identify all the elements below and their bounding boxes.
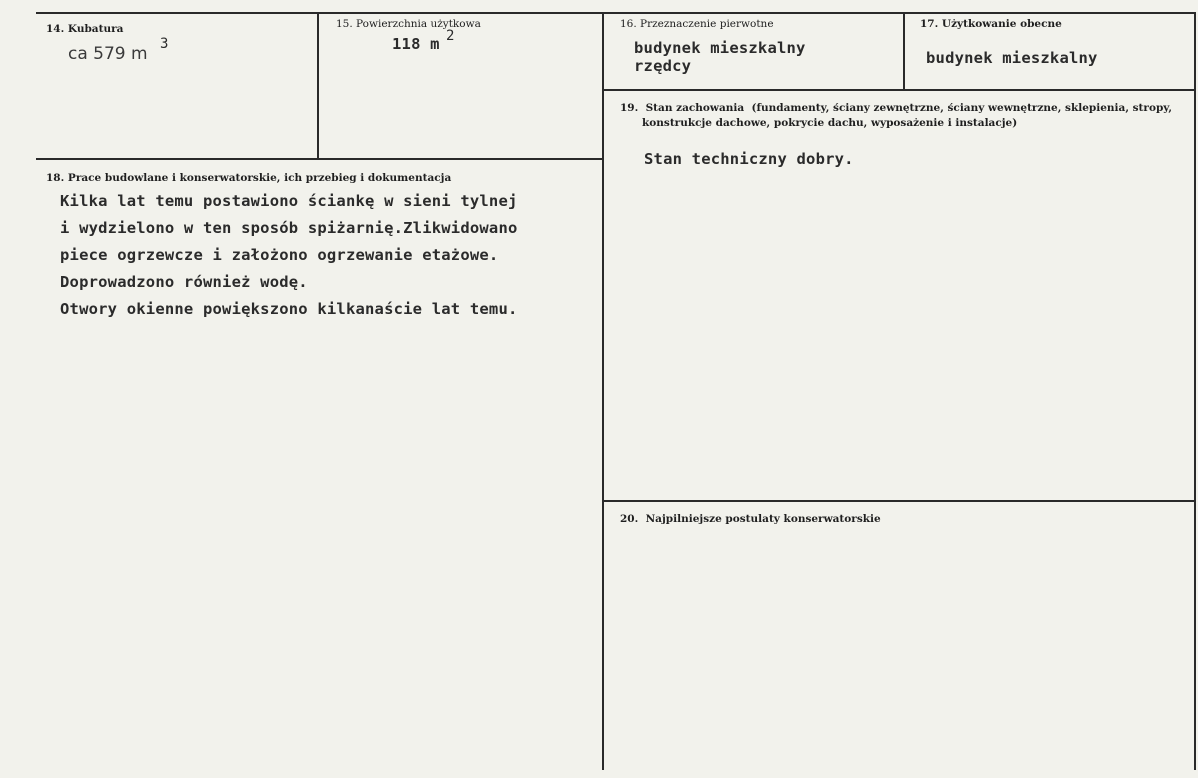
field-20-label: 20. Najpilniejsze postulaty konserwatorskie: [620, 513, 881, 525]
field-16-value-line-1: budynek mieszkalny: [634, 39, 806, 57]
field-16-label: 16. Przeznaczenie pierwotne: [620, 18, 774, 30]
field-18-line: i wydzielono w ten sposób spiżarnię.Zlikwidowano: [60, 219, 518, 237]
right-border: [1194, 12, 1196, 770]
field-18-text: [60, 188, 518, 323]
field-14-label: 14. Kubatura: [46, 23, 124, 35]
field-18-label: 18. Prace budowlane i konserwatorskie, ich przebieg i dokumentacja: [46, 172, 452, 184]
field-15-sup: 2: [446, 28, 455, 44]
field-14-value: ca 579 m: [68, 44, 148, 64]
field-17-label: 17. Użytkowanie obecne: [920, 18, 1062, 30]
divider-14-18: [36, 158, 602, 160]
field-18-line: piece ogrzewcze i założono ogrzewanie etażowe.: [60, 246, 499, 264]
field-14-sup: 3: [160, 36, 169, 52]
field-19-value: Stan techniczny dobry.: [644, 150, 854, 168]
field-18-line: Kilka lat temu postawiono ściankę w sieni tylnej: [60, 192, 518, 210]
field-19-label-line-2: konstrukcje dachowe, pokrycie dachu, wyposażenie i instalacje): [642, 117, 1018, 129]
divider-16-17: [903, 12, 905, 90]
field-18-line: Doprowadzono również wodę.: [60, 273, 308, 291]
divider-16-19: [602, 89, 1196, 91]
field-15-label: 15. Powierzchnia użytkowa: [336, 18, 481, 30]
field-16-value-line-2: rzędcy: [634, 57, 692, 75]
divider-15-16: [602, 12, 604, 770]
field-18-line: Otwory okienne powiększono kilkanaście lat temu.: [60, 300, 518, 318]
divider-14-15: [317, 12, 319, 158]
field-19-label-line-1: 19. Stan zachowania (fundamenty, ściany zewnętrzne, ściany wewnętrzne, sklepienia, stropy,: [620, 102, 1173, 114]
top-border: [36, 12, 1196, 14]
divider-19-20: [602, 500, 1196, 502]
field-15-value: 118 m: [392, 35, 440, 53]
field-17-value: budynek mieszkalny: [926, 49, 1098, 67]
